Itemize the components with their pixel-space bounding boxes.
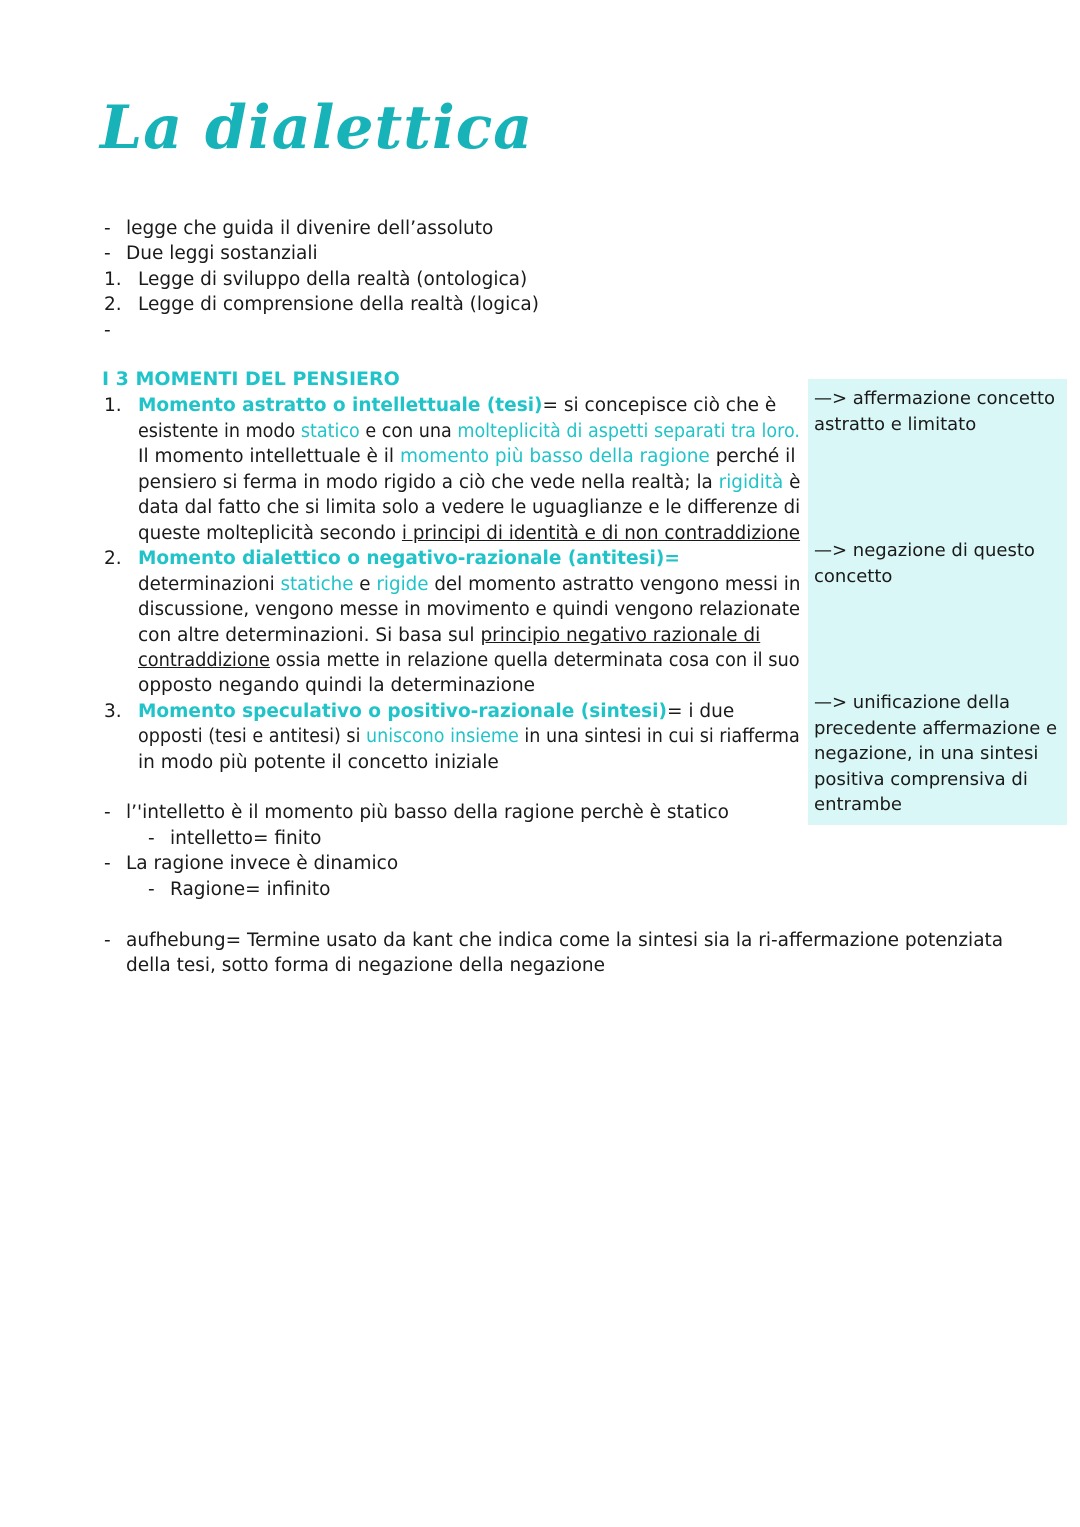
moment-2-line-6: opposto negando quindi la determinazione xyxy=(138,675,536,696)
moment-2-line-5: contraddizione ossia mette in relazione quella determinata cosa con il suo xyxy=(138,650,800,671)
bullet-dash: - xyxy=(104,243,111,264)
page-title: La dialettica xyxy=(100,93,534,163)
note-3-line-4: positiva comprensiva di xyxy=(814,769,1028,790)
moment-1-line-4: pensiero si ferma in modo rigido a ciò che vede nella realtà; la rigidità è xyxy=(138,472,801,493)
bullet-dash: - xyxy=(104,930,111,951)
moment-1-line-3: Il momento intellettuale è il momento più basso della ragione perché il xyxy=(138,446,796,467)
moment-1-line-1: Momento astratto o intellettuale (tesi)= si concepisce ciò che è xyxy=(138,395,777,416)
moment-3-line-3: in modo più potente il concetto iniziale xyxy=(138,752,499,773)
note-1-line-2: astratto e limitato xyxy=(814,414,977,435)
list-number: 1. xyxy=(104,395,122,416)
note-3-line-3: negazione, in una sintesi xyxy=(814,743,1039,764)
note-1-line-1: —> affermazione concetto xyxy=(814,388,1056,409)
bullet-dash: - xyxy=(104,320,111,341)
bottom-bullet-2: La ragione invece è dinamico xyxy=(126,853,399,874)
bottom-sub-1: intelletto= finito xyxy=(170,828,322,849)
intro-bullet-2: Due leggi sostanziali xyxy=(126,243,318,264)
moment-1-line-6: queste molteplicità secondo i principi di identità e di non contraddizione xyxy=(138,523,801,544)
moment-2-heading: Momento dialettico o negativo-razionale (antitesi)= xyxy=(138,548,680,569)
moment-1-line-2: esistente in modo statico e con una molteplicità di aspetti separati tra loro. xyxy=(138,421,800,442)
list-number: 2. xyxy=(104,548,122,569)
note-2-line-1: —> negazione di questo xyxy=(814,540,1035,561)
bottom-bullet-1: l’'intelletto è il momento più basso della ragione perchè è statico xyxy=(126,802,729,823)
bottom-bullet-3-line-1: aufhebung= Termine usato da kant che indica come la sintesi sia la ri-affermazione potenziata xyxy=(126,930,1004,951)
moment-2-line-2: determinazioni statiche e rigide del momento astratto vengono messi in xyxy=(138,574,801,595)
list-number: 1. xyxy=(104,269,122,290)
law-1: Legge di sviluppo della realtà (ontologica) xyxy=(138,269,528,290)
moment-1-line-5: data dal fatto che si limita solo a vedere le uguaglianze e le differenze di xyxy=(138,497,801,518)
bullet-dash: - xyxy=(148,879,155,900)
list-number: 2. xyxy=(104,294,122,315)
note-3-line-2: precedente affermazione e xyxy=(814,718,1058,739)
bottom-bullet-3-line-2: della tesi, sotto forma di negazione della negazione xyxy=(126,955,606,976)
moment-2-line-3: discussione, vengono messe in movimento e quindi vengono relazionate xyxy=(138,599,801,620)
bullet-dash: - xyxy=(104,218,111,239)
intro-bullet-1: legge che guida il divenire dell’assoluto xyxy=(126,218,494,239)
list-number: 3. xyxy=(104,701,122,722)
bullet-dash: - xyxy=(148,828,155,849)
bullet-dash: - xyxy=(104,802,111,823)
law-2: Legge di comprensione della realtà (logica) xyxy=(138,294,539,315)
moment-3-line-2: opposti (tesi e antitesi) si uniscono insieme in una sintesi in cui si riafferma xyxy=(138,726,800,747)
moment-3-heading: Momento speculativo o positivo-razionale (sintesi) xyxy=(138,701,667,722)
moment-3-line-1: Momento speculativo o positivo-razionale (sintesi)= i due xyxy=(138,701,735,722)
note-3-line-5: entrambe xyxy=(814,794,903,815)
bullet-dash: - xyxy=(104,853,111,874)
moment-2-line-4: con altre determinazioni. Si basa sul principio negativo razionale di xyxy=(138,625,761,646)
note-2-line-2: concetto xyxy=(814,566,893,587)
bottom-sub-2: Ragione= infinito xyxy=(170,879,331,900)
section-heading: I 3 MOMENTI DEL PENSIERO xyxy=(102,368,400,390)
moment-1-heading: Momento astratto o intellettuale (tesi) xyxy=(138,395,543,416)
note-3-line-1: —> unificazione della xyxy=(814,692,1011,713)
